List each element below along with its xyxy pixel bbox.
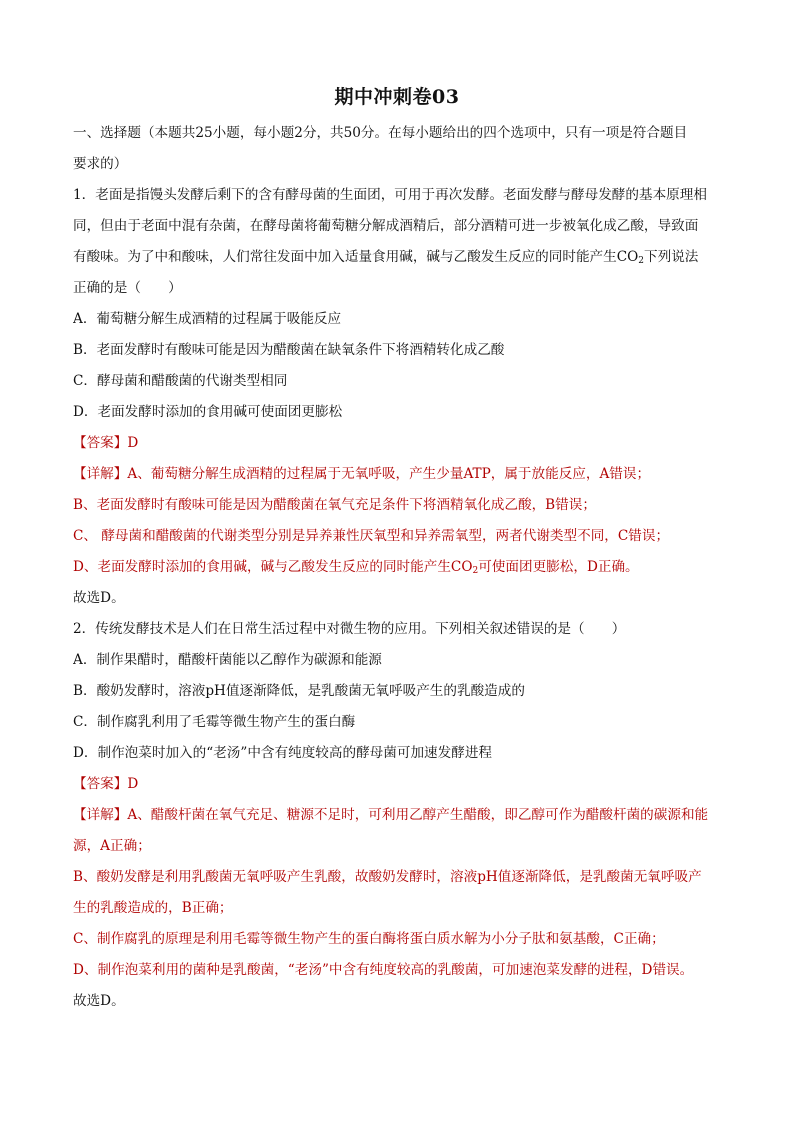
q1-detail-line-4 [73, 552, 725, 583]
q1-detail-text-1: A、葡萄糖分解生成酒精的过程属于无氧呼吸，产生少量ATP，属于放能反应，A错误； [127, 466, 651, 482]
q2-answer-value: D [127, 776, 139, 792]
q1-answer-value: D [127, 435, 139, 451]
q2-answer [73, 769, 725, 800]
q2-detail-label: 【详解】 [73, 807, 128, 823]
section-header-line-1: 一、选择题（本题共25小题，每小题2分，共50分。在每小题给出的四个选项中，只有一项是符合题目 [73, 125, 688, 141]
q1-detail-line-3: C、 酵母菌和醋酸菌的代谢类型分别是异养兼性厌氧型和异养需氧型，两者代谢类型不同，C错误； [73, 528, 670, 544]
q2-detail-text-1: A、醋酸杆菌在氧气充足、糖源不足时，可利用乙醇产生醋酸，即乙醇可作为醋酸杆菌的碳源和能 [127, 807, 709, 823]
q1-stem-subscript: 2 [638, 256, 645, 266]
q1-stem-line-1: 1．老面是指馒头发酵后剩下的含有酵母菌的生面团，可用于再次发酵。老面发酵与酵母发酵的基本原理相 [73, 187, 707, 203]
content-body [73, 118, 725, 1017]
q2-detail-line-2: 源，A正确； [73, 838, 151, 854]
q2-detail-line-4: 生的乳酸造成的，B正确； [73, 900, 233, 916]
q1-option-a: A．葡萄糖分解生成酒精的过程属于吸能反应 [73, 311, 342, 327]
q1-detail-text-4-tail: 可使面团更膨松，D正确。 [478, 559, 639, 575]
q2-detail-line-3: B、酸奶发酵是利用乳酸菌无氧呼吸产生乳酸，故酸奶发酵时，溶液pH值逐渐降低，是乳酸菌无氧呼吸产 [73, 869, 702, 885]
q1-detail-line-1 [73, 459, 725, 490]
q2-option-d: D．制作泡菜时加入的“老汤”中含有纯度较高的酵母菌可加速发酵进程 [73, 745, 493, 761]
q1-stem-line-3 [73, 242, 725, 273]
q1-stem-line-3-text: 有酸味。为了中和酸味，人们常往发面中加入适量食用碱，碱与乙酸发生反应的同时能产生CO [73, 249, 639, 265]
q1-option-c: C．酵母菌和醋酸菌的代谢类型相同 [73, 373, 288, 389]
q2-detail-line-5: C、制作腐乳的原理是利用毛霉等微生物产生的蛋白酶将蛋白质水解为小分子肽和氨基酸，C正确； [73, 931, 665, 947]
q2-option-b: B．酸奶发酵时，溶液pH值逐渐降低，是乳酸菌无氧呼吸产生的乳酸造成的 [73, 683, 525, 699]
q2-detail-line-1 [73, 800, 725, 831]
q1-answer-label: 【答案】 [73, 435, 128, 451]
q1-stem-line-2: 同，但由于老面中混有杂菌，在酵母菌将葡萄糖分解成酒精后，部分酒精可进一步被氧化成乙酸，导致面 [73, 218, 699, 234]
q2-option-c: C．制作腐乳利用了毛霉等微生物产生的蛋白酶 [73, 714, 356, 730]
page-title: 期中冲刺卷03 [334, 86, 460, 108]
section-header-line-2: 要求的） [73, 156, 128, 172]
q2-answer-label: 【答案】 [73, 776, 128, 792]
q1-detail-label: 【详解】 [73, 466, 128, 482]
q1-answer [73, 428, 725, 459]
q1-detail-line-2: B、老面发酵时有酸味可能是因为醋酸菌在氧气充足条件下将酒精氧化成乙酸，B错误； [73, 497, 596, 513]
q1-option-d: D．老面发酵时添加的食用碱可使面团更膨松 [73, 404, 343, 420]
q1-stem-line-3-tail: 下列说法 [644, 249, 699, 265]
q1-conclusion: 故选D。 [73, 590, 125, 606]
q2-detail-line-6: D、制作泡菜利用的菌种是乳酸菌，“老汤”中含有纯度较高的乳酸菌，可加速泡菜发酵的进程，D错误。 [73, 962, 694, 978]
q1-stem-line-4: 正确的是（ ） [73, 280, 182, 296]
q1-option-b: B．老面发酵时有酸味可能是因为醋酸菌在缺氧条件下将酒精转化成乙酸 [73, 342, 505, 358]
q1-detail-text-4: D、老面发酵时添加的食用碱，碱与乙酸发生反应的同时能产生CO [73, 559, 473, 575]
q2-stem-line-1: 2．传统发酵技术是人们在日常生活过程中对微生物的应用。下列相关叙述错误的是（ ） [73, 621, 626, 637]
q2-conclusion: 故选D。 [73, 993, 125, 1009]
q1-detail-subscript: 2 [472, 566, 479, 576]
q2-option-a: A．制作果醋时，醋酸杆菌能以乙醇作为碳源和能源 [73, 652, 382, 668]
